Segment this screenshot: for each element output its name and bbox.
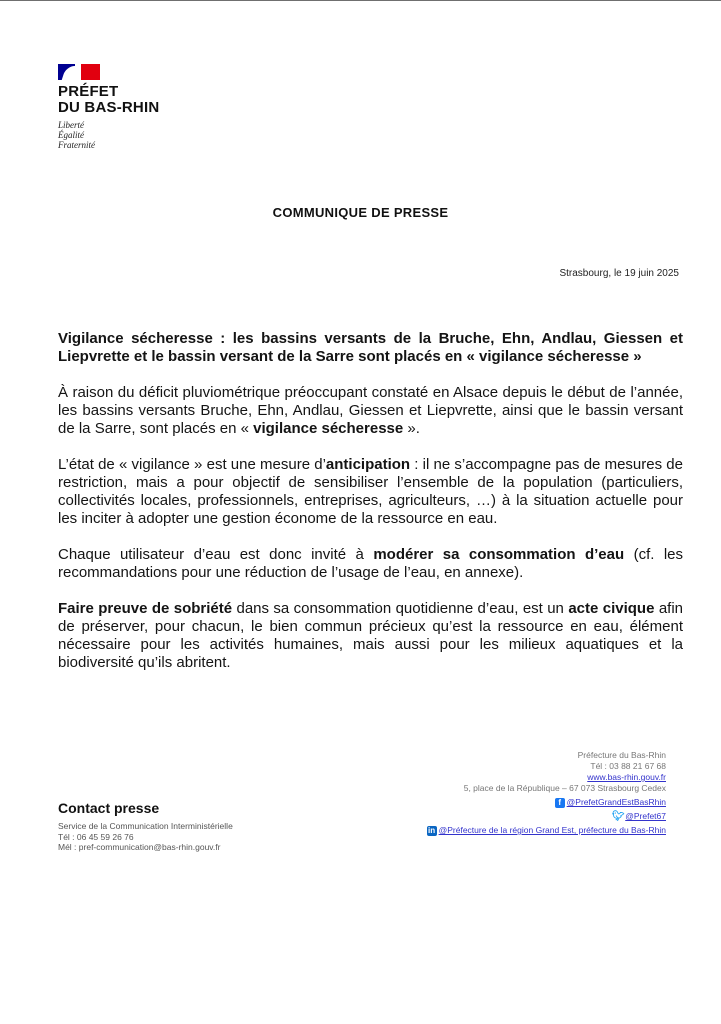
emphasis-sobriete: Faire preuve de sobriété — [58, 600, 233, 617]
press-release-body — [58, 330, 683, 690]
emphasis-acte-civique: acte civique — [568, 600, 655, 617]
facebook-link[interactable]: @PrefetGrandEstBasRhin — [566, 797, 666, 807]
linkedin-icon: in — [428, 826, 436, 835]
twitter-link[interactable]: @Prefet67 — [625, 811, 666, 821]
institution-line-2: DU BAS-RHIN — [58, 99, 160, 116]
document-type-title: COMMUNIQUE DE PRESSE — [272, 205, 449, 220]
press-contact — [58, 800, 318, 853]
french-flag-icon — [58, 64, 100, 80]
contact-service: Service de la Communication Interministérielle — [58, 821, 233, 831]
footer-phone: Tél : 03 88 21 67 68 — [590, 761, 666, 771]
website-link[interactable]: www.bas-rhin.gouv.fr — [587, 772, 666, 782]
paragraph-sobriete: Faire preuve de sobriété dans sa consommation quotidienne d’eau, est un acte civique afin de préserver, pour chacun, le bien commun précieux qu’est la ressource en eau, élément nécessaire pour les activités humaines, mais aussi pour les milieux aquatiques et la biodiversité qu’ils abritent. — [58, 600, 684, 671]
emphasis-anticipation: anticipation — [325, 456, 411, 473]
motto-fraternite: Fraternité — [58, 140, 95, 150]
contact-phone: Tél : 06 45 59 26 76 — [58, 831, 134, 842]
republic-motto — [58, 120, 159, 150]
twitter-icon: 🐦︎ — [611, 811, 625, 822]
paragraph-anticipation: L’état de « vigilance » est une mesure d’anticipation : il ne s’accompagne pas de mesures de restriction, mais a pour objectif de sensibiliser l’ensemble de la population (particuliers, collectivités locales, professionnels, entreprises, agriculteurs, …) à la situation actuelle pour les inciter à adopter une gestion économe de la ressource en eau. — [58, 456, 683, 527]
paragraph-consommation: Chaque utilisateur d’eau est donc invité à modérer sa consommation d’eau (cf. les recommandations pour une réduction de l’usage de l’eau, en annexe). — [58, 546, 684, 581]
emphasis-moderer: modérer sa consommation d’eau — [373, 546, 625, 563]
document-date: Strasbourg, le 19 juin 2025 — [559, 268, 679, 279]
emphasis-vigilance: vigilance sécheresse — [253, 420, 404, 437]
headline: Vigilance sécheresse : les bassins versants de la Bruche, Ehn, Andlau, Giessen et Liepvrette et le bassin versant de la Sarre sont placés en « vigilance sécheresse » — [58, 330, 683, 365]
motto-egalite: Égalité — [58, 130, 84, 140]
motto-liberte: Liberté — [58, 120, 84, 130]
footer-address: 5, place de la République – 67 073 Strasbourg Cedex — [463, 783, 666, 793]
footer-org: Préfecture du Bas-Rhin — [577, 750, 666, 760]
contact-email[interactable]: Mél : pref-communication@bas-rhin.gouv.fr — [58, 842, 221, 852]
facebook-row — [427, 797, 666, 808]
linkedin-link[interactable]: @Préfecture de la région Grand Est, préfecture du Bas-Rhin — [438, 825, 666, 835]
prefecture-footer — [427, 750, 666, 836]
institution-name — [58, 84, 159, 116]
facebook-icon: f — [555, 798, 565, 808]
marianne-icon — [62, 66, 75, 80]
institution-line-1: PRÉFET — [58, 83, 119, 100]
paragraph-deficit: À raison du déficit pluviométrique préoccupant constaté en Alsace depuis le début de l’année, les bassins versants Bruche, Ehn, Andlau, Giessen et Liepvrette, ainsi que le bassin versant de la Sarre, sont placés en « vigilance sécheresse ». — [58, 384, 683, 437]
linkedin-row — [427, 825, 666, 836]
twitter-row — [427, 811, 666, 822]
republique-logo-block — [58, 64, 159, 150]
top-border — [0, 0, 721, 1]
contact-title: Contact presse — [58, 800, 160, 816]
